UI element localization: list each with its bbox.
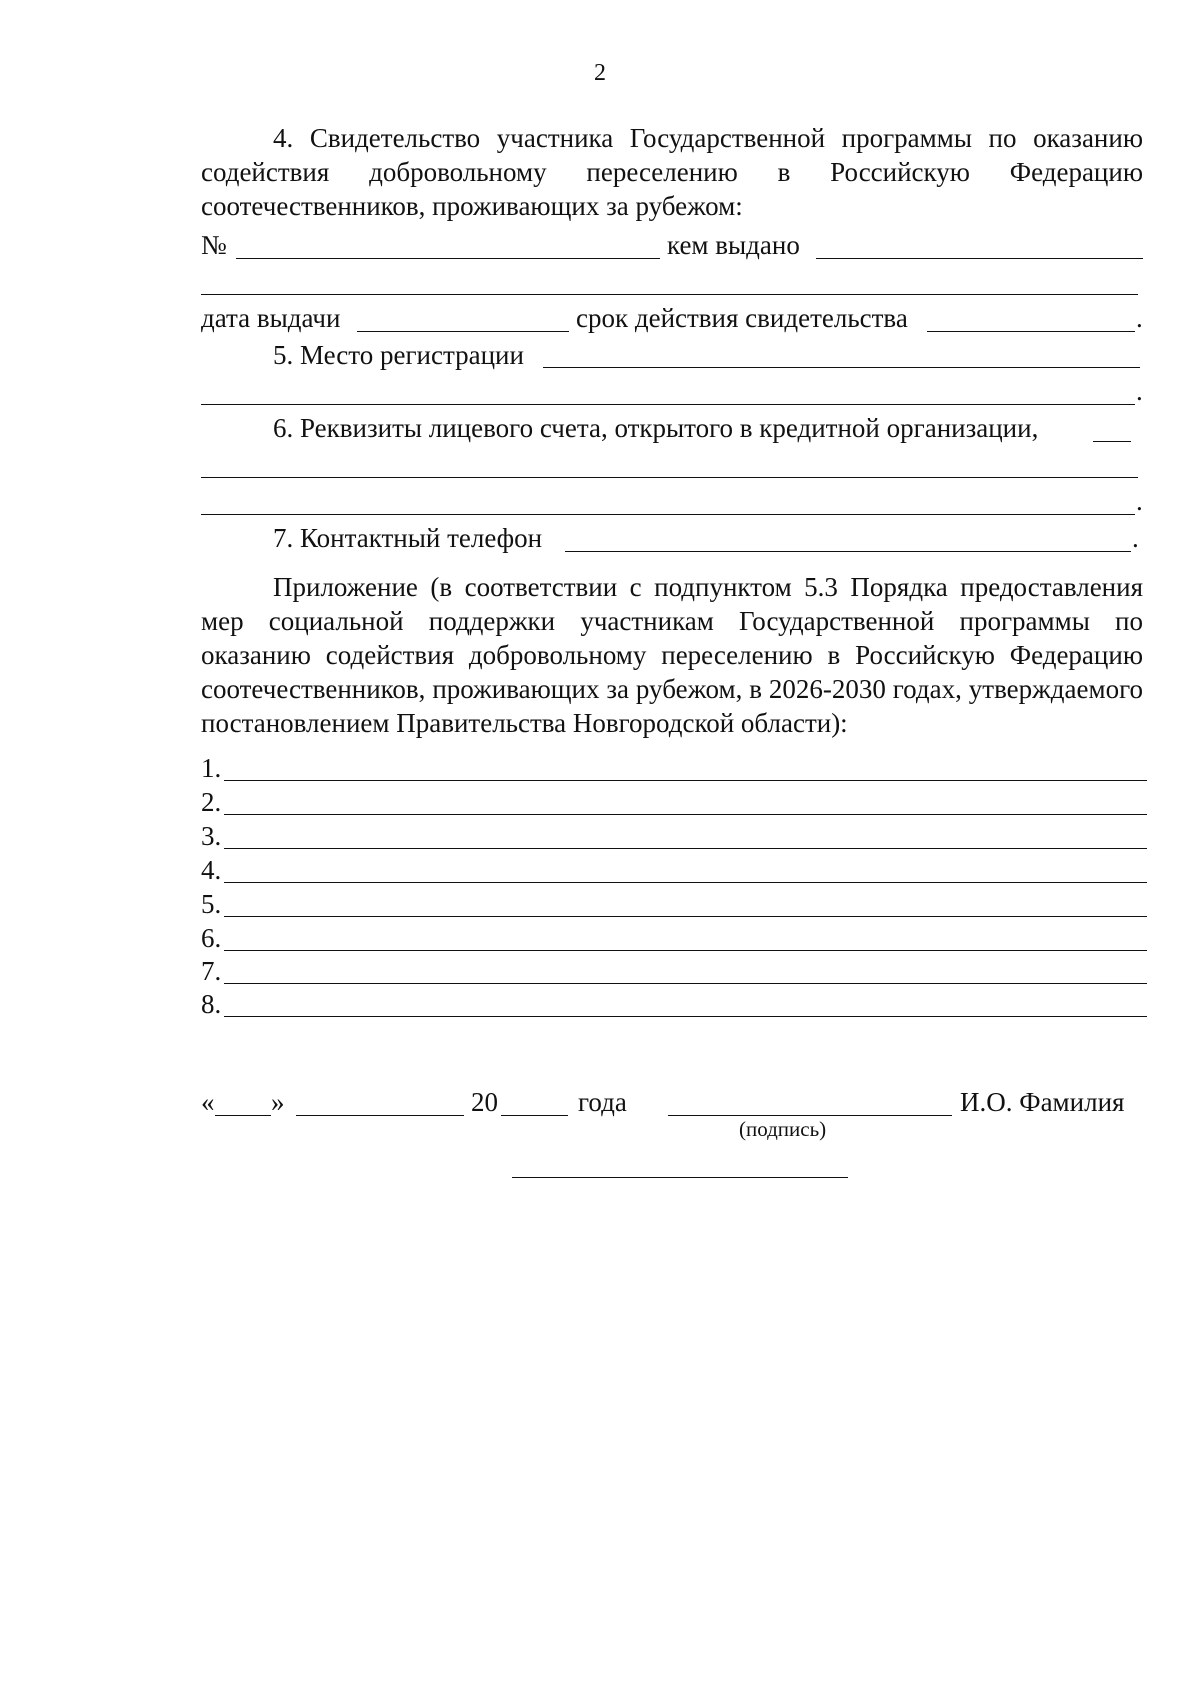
quote-close: » [271,1087,285,1117]
account-details-field[interactable] [1093,441,1131,442]
day-field[interactable] [215,1115,271,1116]
appendix-item-number: 3. [201,821,222,851]
item4-paragraph: 4. Свидетельство участника Государственной программы по оказанию содействия добровольному переселению в Российскую Федерацию соотечественников, проживающих за рубежом: [201,123,1143,221]
page-number: 2 [594,60,606,86]
issue-date-label: дата выдачи [201,303,341,333]
registration-field-continued[interactable] [201,404,1135,405]
appendix-item-field[interactable] [224,882,1147,883]
quote-open: « [201,1087,215,1117]
phone-field[interactable] [565,551,1131,552]
appendix-item-number: 7. [201,956,222,986]
registration-field[interactable] [543,367,1140,368]
account-details-field-line3[interactable] [201,514,1135,515]
bottom-line [512,1177,848,1178]
issued-by-field-continued[interactable] [201,294,1138,295]
issue-date-field[interactable] [357,331,569,332]
appendix-item-number: 5. [201,889,222,919]
validity-label: срок действия свидетельства [576,303,908,333]
account-details-field-line2[interactable] [201,477,1138,478]
certificate-number-field[interactable] [236,258,660,259]
item6-label: 6. Реквизиты лицевого счета, открытого в кредитной организации, [273,413,1039,443]
period: . [1136,376,1143,406]
appendix-item-number: 4. [201,855,222,885]
appendix-item-field[interactable] [224,983,1147,984]
year-prefix: 20 [471,1087,498,1117]
signature-caption: (подпись) [739,1117,827,1141]
year-suffix: года [578,1087,627,1117]
item7-label: 7. Контактный телефон [273,523,543,553]
appendix-item-field[interactable] [224,780,1147,781]
appendix-item-number: 1. [201,753,222,783]
period: . [1136,303,1143,333]
appendix-item-number: 8. [201,989,222,1019]
issued-by-field[interactable] [816,258,1143,259]
validity-field[interactable] [927,331,1135,332]
year-field[interactable] [501,1115,568,1116]
appendix-item-field[interactable] [224,848,1147,849]
appendix-item-field[interactable] [224,916,1147,917]
appendix-item-field[interactable] [224,950,1147,951]
appendix-item-number: 2. [201,787,222,817]
month-field[interactable] [296,1115,464,1116]
appendix-item-field[interactable] [224,814,1147,815]
appendix-item-field[interactable] [224,1016,1147,1017]
period: . [1136,486,1143,516]
issued-by-label: кем выдано [667,230,800,260]
certificate-number-label: № [201,230,227,260]
item5-label: 5. Место регистрации [273,340,524,370]
signer-name: И.О. Фамилия [960,1087,1125,1117]
appendix-paragraph: Приложение (в соответствии с подпунктом 5.3 Порядка предоставления мер социальной поддержки участникам Государственной программы по оказанию содействия добровольному переселению в Российскую Федерацию соотечественников, проживающих за рубежом, в 2026-2030 годах, утверждаемого постановлением Правительства Новгородской области): [201,572,1143,738]
period: . [1132,523,1139,553]
signature-field[interactable] [668,1115,952,1116]
appendix-item-number: 6. [201,923,222,953]
